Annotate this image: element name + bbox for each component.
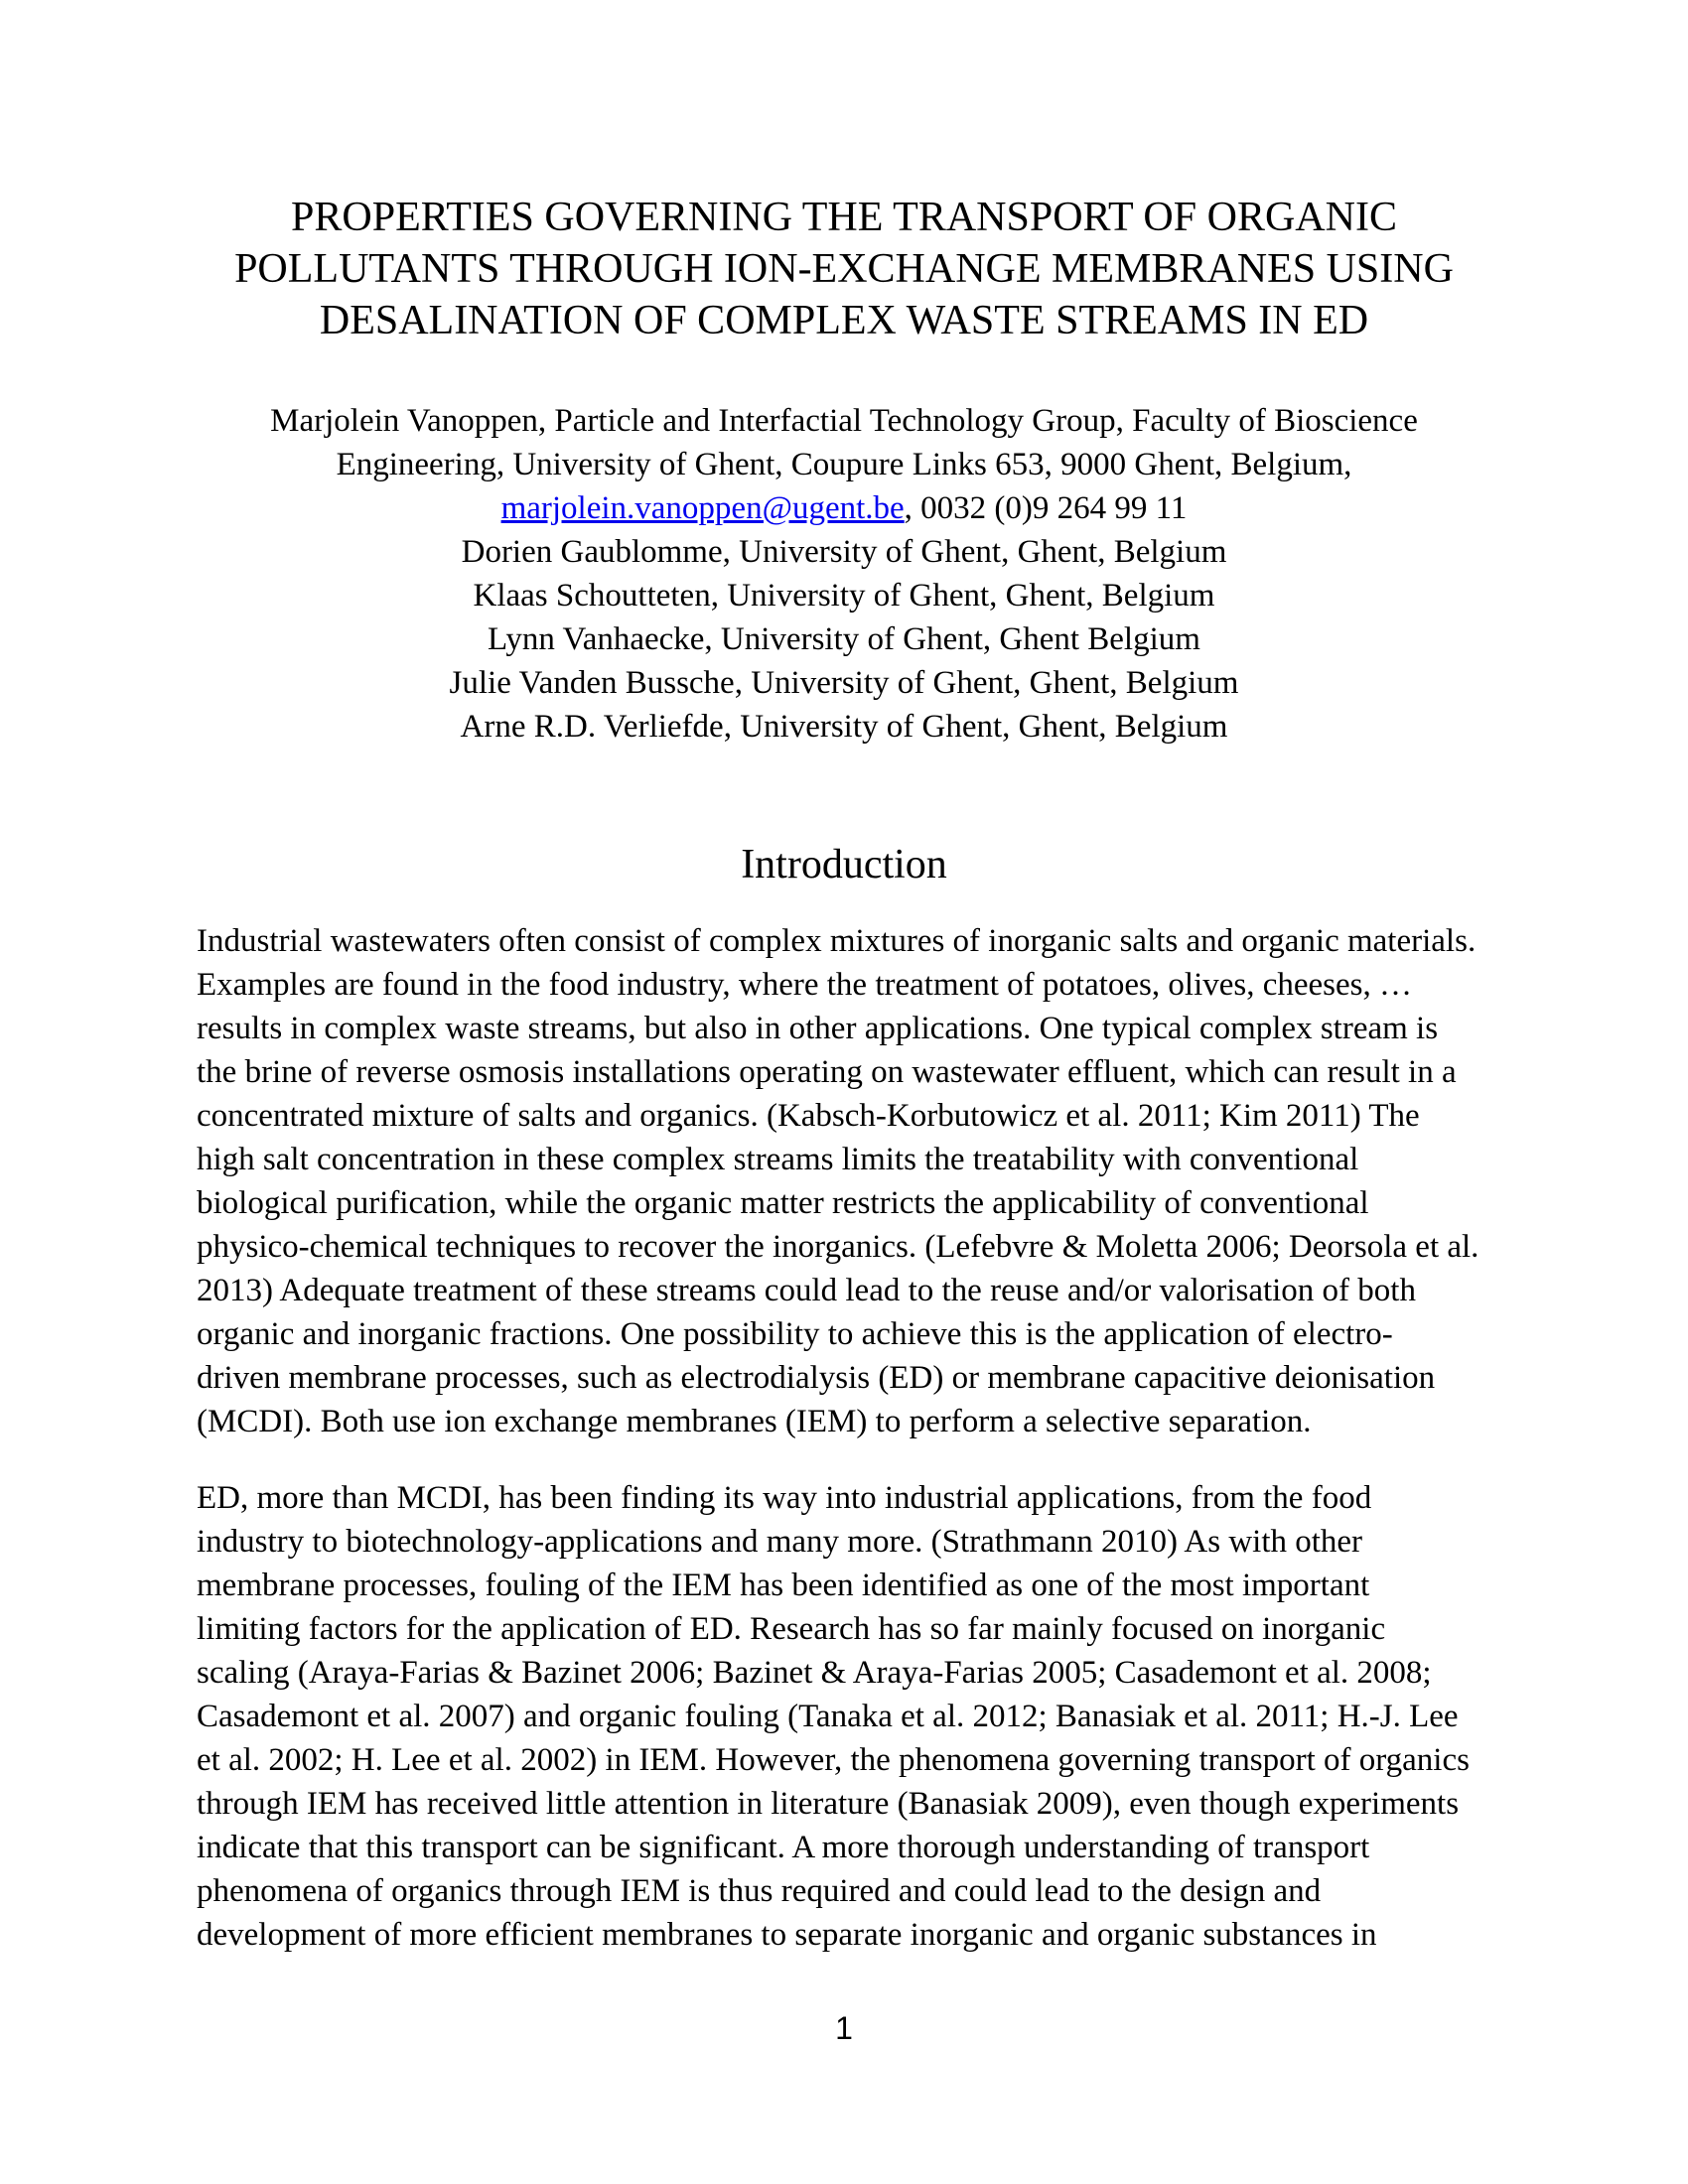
text-line: POLLUTANTS THROUGH ION-EXCHANGE MEMBRANES USING xyxy=(234,246,1454,292)
text-line: through IEM has received little attention in literature (Banasiak 2009), even though experiments xyxy=(197,1786,1460,1822)
text-line: et al. 2002; H. Lee et al. 2002) in IEM. However, the phenomena governing transport of organics xyxy=(197,1742,1470,1778)
text-line: concentrated mixture of salts and organics. (Kabsch-Korbutowicz et al. 2011; Kim 2011) The xyxy=(197,1098,1420,1134)
text-line: organic and inorganic fractions. One possibility to achieve this is the application of electro- xyxy=(197,1316,1393,1352)
text-line: biological purification, while the organic matter restricts the applicability of conventional xyxy=(197,1185,1369,1221)
text-line: phenomena of organics through IEM is thus required and could lead to the design and xyxy=(197,1873,1322,1909)
text-line: indicate that this transport can be significant. A more thorough understanding of transport xyxy=(197,1830,1370,1865)
paragraph-1 xyxy=(197,919,1507,1443)
text-line: driven membrane processes, such as electrodialysis (ED) or membrane capacitive deionisation xyxy=(197,1360,1436,1396)
page-number: 1 xyxy=(835,2010,853,2046)
paragraph-2 xyxy=(197,1476,1507,1957)
text-line: the brine of reverse osmosis installations operating on wastewater effluent, which can result in a xyxy=(197,1054,1457,1090)
co-author-lines xyxy=(0,530,1688,749)
text-line: limiting factors for the application of ED. Research has so far mainly focused on inorganic xyxy=(197,1611,1386,1647)
author-block xyxy=(0,399,1688,749)
text-line: Lynn Vanhaecke, University of Ghent, Ghent Belgium xyxy=(488,621,1200,657)
author-contact-line xyxy=(0,486,1688,530)
text-line: development of more efficient membranes to separate inorganic and organic substances in xyxy=(197,1917,1377,1953)
text-line: DESALINATION OF COMPLEX WASTE STREAMS IN ED xyxy=(319,298,1369,343)
text-line: (MCDI). Both use ion exchange membranes (IEM) to perform a selective separation. xyxy=(197,1404,1312,1439)
text-line: PROPERTIES GOVERNING THE TRANSPORT OF ORGANIC xyxy=(291,195,1397,240)
author-affiliation-line-2: Engineering, University of Ghent, Coupure Links 653, 9000 Ghent, Belgium, xyxy=(336,447,1352,482)
section-heading-introduction: Introduction xyxy=(741,842,947,887)
text-line: ED, more than MCDI, has been finding its way into industrial applications, from the food xyxy=(197,1480,1372,1516)
email-link[interactable]: marjolein.vanoppen@ugent.be xyxy=(500,490,905,526)
text-line: 2013) Adequate treatment of these streams could lead to the reuse and/or valorisation of both xyxy=(197,1273,1416,1308)
text-line: results in complex waste streams, but also in other applications. One typical complex stream is xyxy=(197,1011,1439,1046)
text-line: Casademont et al. 2007) and organic fouling (Tanaka et al. 2012; Banasiak et al. 2011; H.-J. Lee xyxy=(197,1699,1459,1734)
text-line: Julie Vanden Bussche, University of Ghent, Ghent, Belgium xyxy=(449,665,1239,701)
text-line: high salt concentration in these complex streams limits the treatability with conventional xyxy=(197,1142,1359,1177)
text-line: Dorien Gaublomme, University of Ghent, Ghent, Belgium xyxy=(461,534,1227,570)
author-affiliation-line-1: Marjolein Vanoppen, Particle and Interfactial Technology Group, Faculty of Bioscience xyxy=(270,403,1418,439)
page-title xyxy=(0,192,1688,346)
text-line: membrane processes, fouling of the IEM has been identified as one of the most important xyxy=(197,1568,1370,1603)
phone-text: , 0032 (0)9 264 99 11 xyxy=(904,490,1188,526)
text-line: Industrial wastewaters often consist of complex mixtures of inorganic salts and organic materials. xyxy=(197,923,1477,959)
text-line: Examples are found in the food industry, where the treatment of potatoes, olives, cheeses, … xyxy=(197,967,1412,1003)
text-line: physico-chemical techniques to recover the inorganics. (Lefebvre & Moletta 2006; Deorsola et al. xyxy=(197,1229,1479,1265)
text-line: Arne R.D. Verliefde, University of Ghent, Ghent, Belgium xyxy=(460,709,1228,745)
text-line: Klaas Schoutteten, University of Ghent, Ghent, Belgium xyxy=(473,578,1215,614)
text-line: scaling (Araya-Farias & Bazinet 2006; Bazinet & Araya-Farias 2005; Casademont et al. 2008; xyxy=(197,1655,1432,1691)
text-line: industry to biotechnology-applications and many more. (Strathmann 2010) As with other xyxy=(197,1524,1363,1560)
